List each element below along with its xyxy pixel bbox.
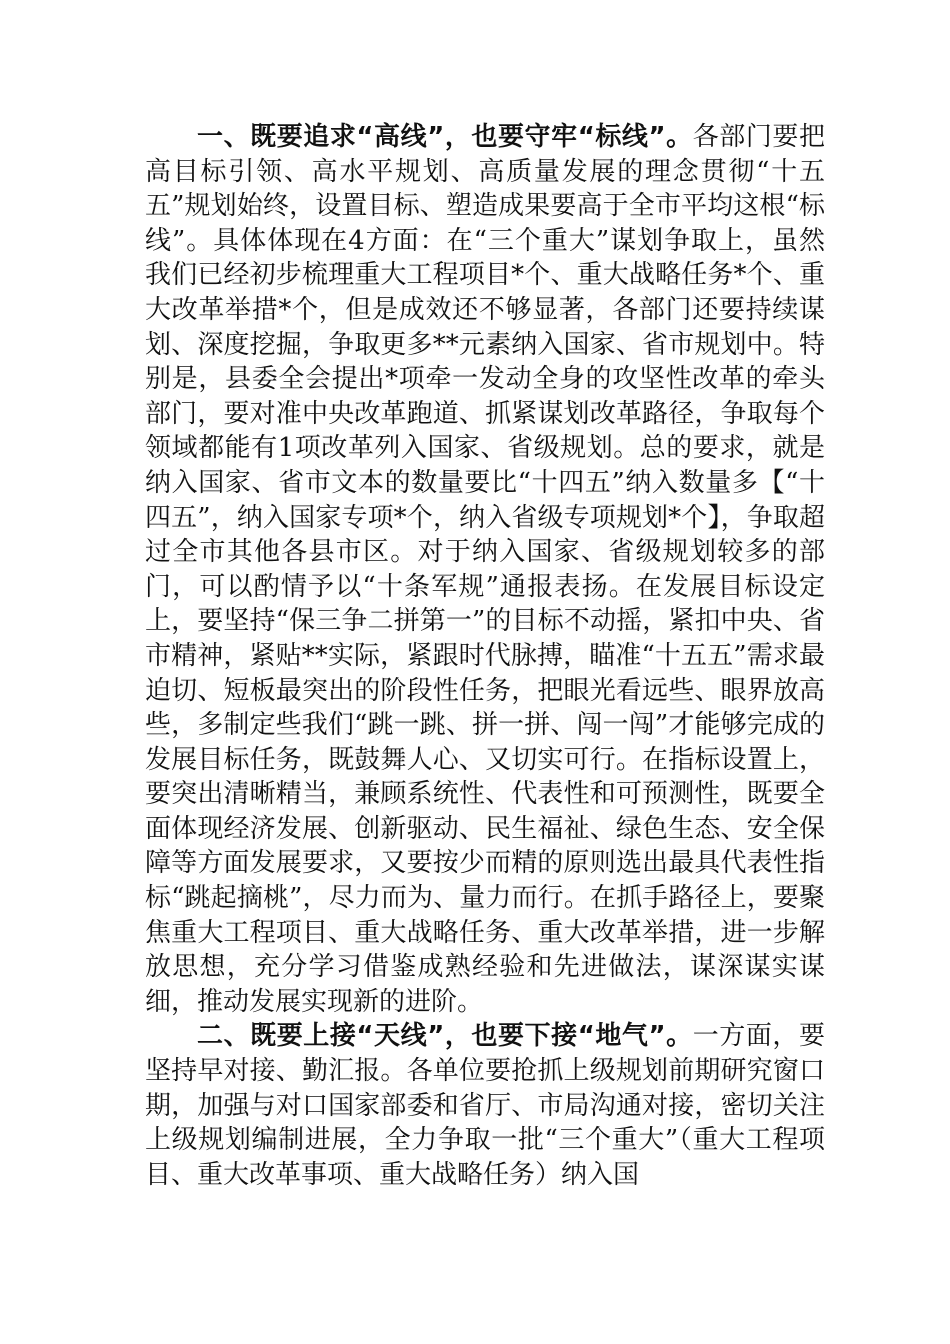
paragraph-1 (145, 120, 825, 1019)
document-body (145, 120, 825, 1192)
paragraph-1-body: 各部门要把高目标引领、高水平规划、高质量发展的理念贯彻“十五五”规划始终，设置目标、塑造成果要高于全市平均这根“标线”。具体体现在4方面：在“三个重大”谋划争取上，虽然我们已经初步梳理重大工程项目*个、重大战略任务*个、重大改革举措*个，但是成效还不够显著，各部门还要持续谋划、深度挖掘，争取更多**元素纳入国家、省市规划中。特别是，县委全会提出*项牵一发动全身的攻坚性改革的牵头部门，要对准中央改革跑道、抓紧谋划改革路径，争取每个领域都能有1项改革列入国家、省级规划。总的要求，就是纳入国家、省市文本的数量要比“十四五”纳入数量多【“十四五”，纳入国家专项*个，纳入省级专项规划*个】，争取超过全市其他各县市区。对于纳入国家、省级规划较多的部门，可以酌情予以“十条军规”通报表扬。在发展目标设定上，要坚持“保三争二拼第一”的目标不动摇，紧扣中央、省市精神，紧贴**实际，紧跟时代脉搏，瞄准“十五五”需求最迫切、短板最突出的阶段性任务，把眼光看远些、眼界放高些，多制定些我们“跳一跳、拼一拼、闯一闯”才能够完成的发展目标任务，既鼓舞人心、又切实可行。在指标设置上，要突出清晰精当，兼顾系统性、代表性和可预测性，既要全面体现经济发展、创新驱动、民生福祉、绿色生态、安全保障等方面发展要求，又要按少而精的原则选出最具代表性指标“跳起摘桃”，尽力而为、量力而行。在抓手路径上，要聚焦重大工程项目、重大战略任务、重大改革举措，进一步解放思想，充分学习借鉴成熟经验和先进做法，谋深谋实谋细，推动发展实现新的进阶。 (145, 122, 825, 1017)
paragraph-2-body: 一方面，要坚持早对接、勤汇报。各单位要抢抓上级规划前期研究窗口期，加强与对口国家部委和省厅、市局沟通对接，密切关注上级规划编制进展，全力争取一批“三个重大”（重大工程项目、重大改革事项、重大战略任务）纳入国 (145, 1021, 825, 1190)
paragraph-2-heading: 二、既要上接“天线”，也要下接“地气”。 (197, 1021, 693, 1052)
paragraph-1-heading: 一、既要追求“高线”，也要守牢“标线”。 (197, 122, 693, 152)
paragraph-2 (145, 1019, 825, 1192)
